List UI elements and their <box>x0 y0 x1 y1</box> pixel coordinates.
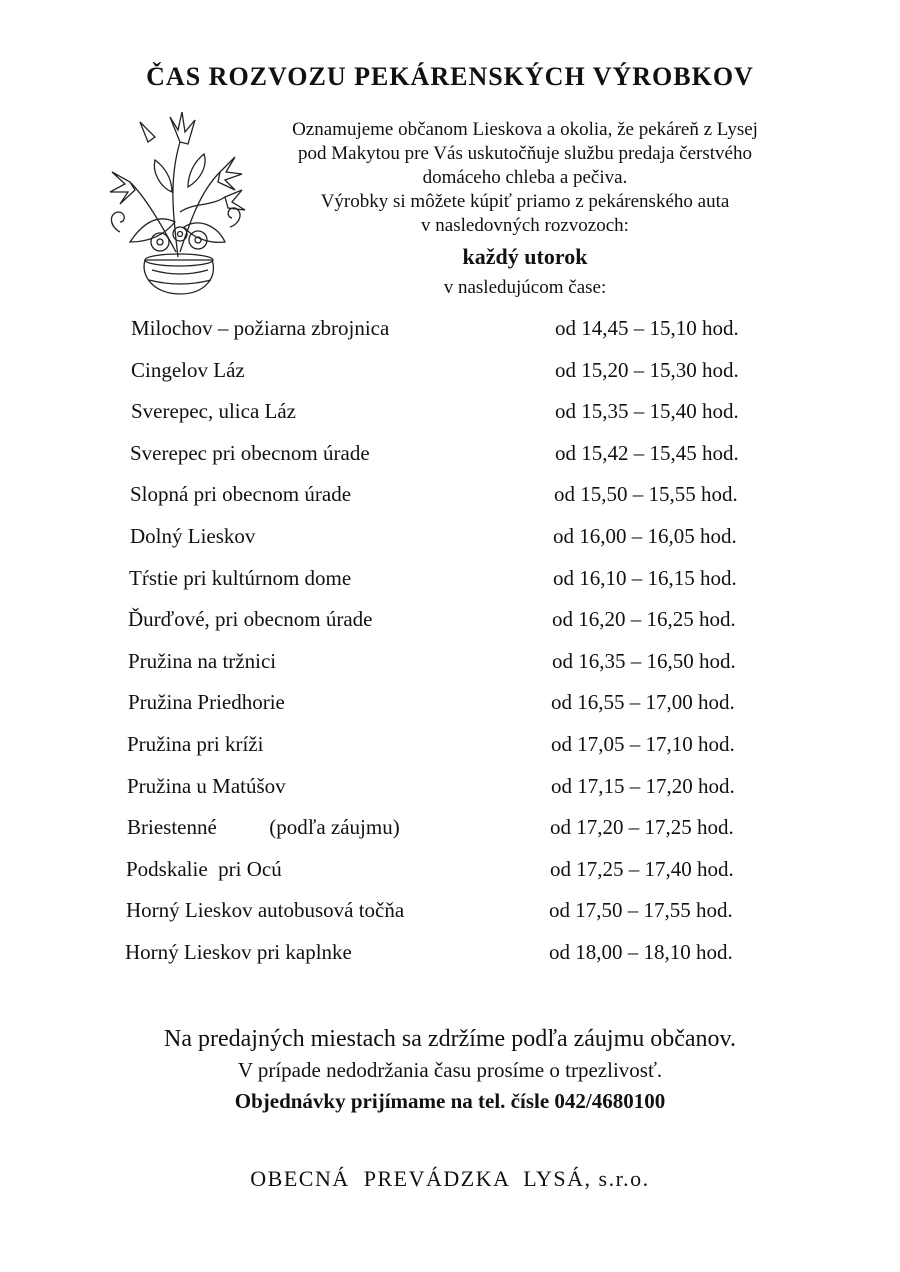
stop-place: Cingelov Láz <box>131 357 245 382</box>
schedule-row <box>0 815 900 857</box>
stop-place: Horný Lieskov pri kaplnke <box>125 939 352 964</box>
stop-time: od 15,50 – 15,55 hod. <box>554 482 738 507</box>
intro-line: Oznamujeme občanom Lieskova a okolia, že pekáreň z Lysej <box>292 119 758 140</box>
order-phone-line: Objednávky prijímame na tel. čísle 042/4680100 <box>234 1089 666 1113</box>
footer-notice <box>0 1024 900 1117</box>
stop-time: od 16,10 – 16,15 hod. <box>553 565 737 590</box>
stop-place: Sverepec pri obecnom úrade <box>130 440 370 465</box>
stop-time: od 15,42 – 15,45 hod. <box>555 440 739 465</box>
stop-time: od 15,35 – 15,40 hod. <box>555 399 739 424</box>
stop-time: od 18,00 – 18,10 hod. <box>549 939 733 964</box>
stop-time: od 15,20 – 15,30 hod. <box>555 357 739 382</box>
schedule-row <box>0 441 900 483</box>
stop-time: od 17,20 – 17,25 hod. <box>550 815 734 840</box>
stop-place: Pružina Priedhorie <box>128 690 285 715</box>
schedule-row <box>0 898 900 940</box>
stop-place: Dolný Lieskov <box>130 523 256 548</box>
intro-line: pod Makytou pre Vás uskutočňuje službu predaja čerstvého <box>298 143 752 164</box>
stop-time: od 16,20 – 16,25 hod. <box>552 607 736 632</box>
stop-time: od 14,45 – 15,10 hod. <box>555 316 739 340</box>
schedule-row <box>0 690 900 732</box>
stop-time: od 17,05 – 17,10 hod. <box>551 731 735 756</box>
schedule-row <box>0 524 900 566</box>
intro-line: Výrobky si môžete kúpiť priamo z pekárenského auta <box>320 191 730 212</box>
notice-line: V prípade nedodržania času prosíme o trpezlivosť. <box>237 1058 663 1082</box>
stop-place: Tŕstie pri kultúrnom dome <box>129 565 352 590</box>
stop-time: od 17,25 – 17,40 hod. <box>550 856 734 881</box>
stop-time: od 16,55 – 17,00 hod. <box>551 690 735 715</box>
flower-vase-illustration <box>100 102 250 302</box>
stop-place: Slopná pri obecnom úrade <box>130 482 352 507</box>
stop-place: Horný Lieskov autobusová točňa <box>126 898 405 923</box>
delivery-day: každý utorok <box>462 244 588 269</box>
schedule-row <box>0 940 900 982</box>
intro-line: domáceho chleba a pečiva. <box>422 167 628 188</box>
stop-place: Pružina u Matúšov <box>127 773 286 798</box>
stop-place: Pružina pri kríži <box>127 731 264 756</box>
stop-place: Milochov – požiarna zbrojnica <box>131 316 390 340</box>
page-title: ČAS ROZVOZU PEKÁRENSKÝCH VÝROBKOV <box>146 62 754 91</box>
schedule-row <box>0 774 900 816</box>
stop-time: od 17,15 – 17,20 hod. <box>551 773 735 798</box>
schedule-row <box>0 607 900 649</box>
stop-place: Sverepec, ulica Láz <box>131 399 296 424</box>
stop-time: od 16,35 – 16,50 hod. <box>552 648 736 673</box>
stop-place: Podskalie pri Ocú <box>126 856 282 881</box>
schedule-row <box>0 649 900 691</box>
schedule-row <box>0 358 900 400</box>
stop-place: Pružina na tržnici <box>128 648 277 673</box>
intro-text <box>245 118 805 300</box>
time-label: v nasledujúcom čase: <box>443 277 607 298</box>
schedule-row <box>0 316 900 358</box>
stop-place: Ďurďové, pri obecnom úrade <box>128 607 373 632</box>
schedule-row <box>0 482 900 524</box>
stop-time: od 16,00 – 16,05 hod. <box>553 523 737 548</box>
schedule-row <box>0 857 900 899</box>
stop-time: od 17,50 – 17,55 hod. <box>549 898 733 923</box>
schedule-row <box>0 732 900 774</box>
schedule-row <box>0 399 900 441</box>
notice-line: Na predajných miestach sa zdržíme podľa záujmu občanov. <box>164 1026 736 1052</box>
schedule-list <box>0 316 900 982</box>
stop-place: Briestenné (podľa záujmu) <box>127 815 400 840</box>
schedule-row <box>0 566 900 608</box>
company-name: OBECNÁ PREVÁDZKA LYSÁ, s.r.o. <box>250 1166 650 1191</box>
intro-line: v nasledovných rozvozoch: <box>421 215 629 236</box>
